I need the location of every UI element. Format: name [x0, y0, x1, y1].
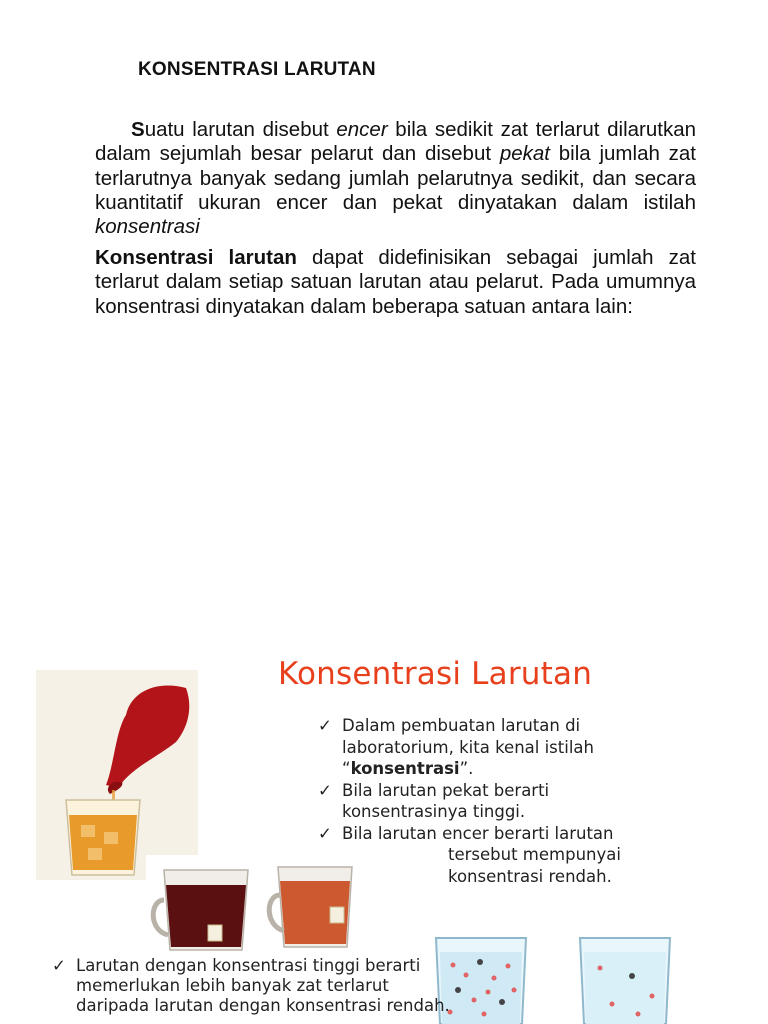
- bullet-text: tersebut mempunyai: [448, 845, 621, 864]
- check-icon: ✓: [318, 780, 332, 800]
- term-konsentrasi-larutan: Konsentrasi larutan: [95, 246, 297, 269]
- term-encer: encer: [336, 118, 388, 141]
- check-icon: ✓: [318, 823, 332, 843]
- beakers-illustration: [428, 930, 688, 1024]
- particle: [506, 964, 511, 969]
- particle: [477, 959, 483, 965]
- text-run: bila jumlah zat terlarutnya banyak sedang jumlah pelarutnya sedikit, dan secara kuantitatif ukuran encer dan pekat dinyatakan dalam istilah: [95, 142, 696, 214]
- text-run: uatu larutan disebut: [144, 118, 337, 141]
- ice-cube: [104, 832, 118, 844]
- tea-tag: [330, 907, 344, 923]
- drop-cap-letter: S: [131, 118, 145, 141]
- particle: [610, 1002, 615, 1007]
- paragraph-encer-pekat: [95, 118, 696, 239]
- slide-bullet: [318, 823, 678, 888]
- text-run: bila sedikit zat terlarut dilarutkan dalam sejumlah besar pelarut dan disebut: [95, 118, 696, 166]
- check-icon: ✓: [318, 716, 332, 735]
- particle: [629, 973, 635, 979]
- particle: [482, 1012, 487, 1017]
- bullet-keyword: konsentrasi: [350, 759, 460, 778]
- bullet-text: Bila larutan pekat berarti konsentrasinya tinggi.: [342, 780, 550, 821]
- particle: [650, 994, 655, 999]
- bullet-text: Dalam pembuatan larutan di laboratorium, kita kenal istilah “: [342, 716, 594, 778]
- bullet-text: Bila larutan encer berarti larutan: [342, 823, 614, 843]
- solution-dilute: [584, 952, 666, 1024]
- slide-image: [0, 630, 768, 1024]
- particle: [499, 999, 505, 1005]
- dark-tea: [166, 885, 246, 947]
- iced-tea: [69, 815, 137, 870]
- slide-bullet: [318, 780, 678, 823]
- particle: [598, 966, 603, 971]
- bullet-text: konsentrasi rendah.: [448, 866, 612, 886]
- tea-tag: [208, 925, 222, 941]
- slide-bullet: [318, 715, 678, 780]
- slide-bullet-list: [318, 715, 678, 887]
- ice-cube: [81, 825, 95, 837]
- particle: [492, 976, 497, 981]
- slide-title: Konsentrasi Larutan: [278, 656, 593, 692]
- check-icon: ✓: [52, 956, 66, 975]
- term-konsentrasi: konsentrasi: [95, 215, 200, 239]
- ice-cube: [88, 848, 102, 860]
- particle: [512, 988, 517, 993]
- page-heading: KONSENTRASI LARUTAN: [138, 59, 376, 80]
- teapot-glass-illustration: [36, 670, 198, 880]
- particle: [486, 990, 491, 995]
- bullet-text: ”.: [459, 759, 474, 778]
- paragraph-definition: [95, 246, 696, 319]
- bullet-text: Larutan dengan konsentrasi tinggi berarti memerlukan lebih banyak zat terlarut daripada larutan dengan konsentrasi rendah.: [76, 956, 450, 1015]
- term-pekat: pekat: [499, 142, 550, 166]
- text-run: dapat didefinisikan sebagai jumlah zat terlarut dalam setiap satuan larutan atau pelarut. Pada umumnya konsentrasi dinyatakan dalam beberapa satuan antara lain:: [95, 246, 696, 318]
- particle: [472, 998, 477, 1003]
- slide-bullet-bottom: [52, 956, 466, 1016]
- particle: [636, 1012, 641, 1017]
